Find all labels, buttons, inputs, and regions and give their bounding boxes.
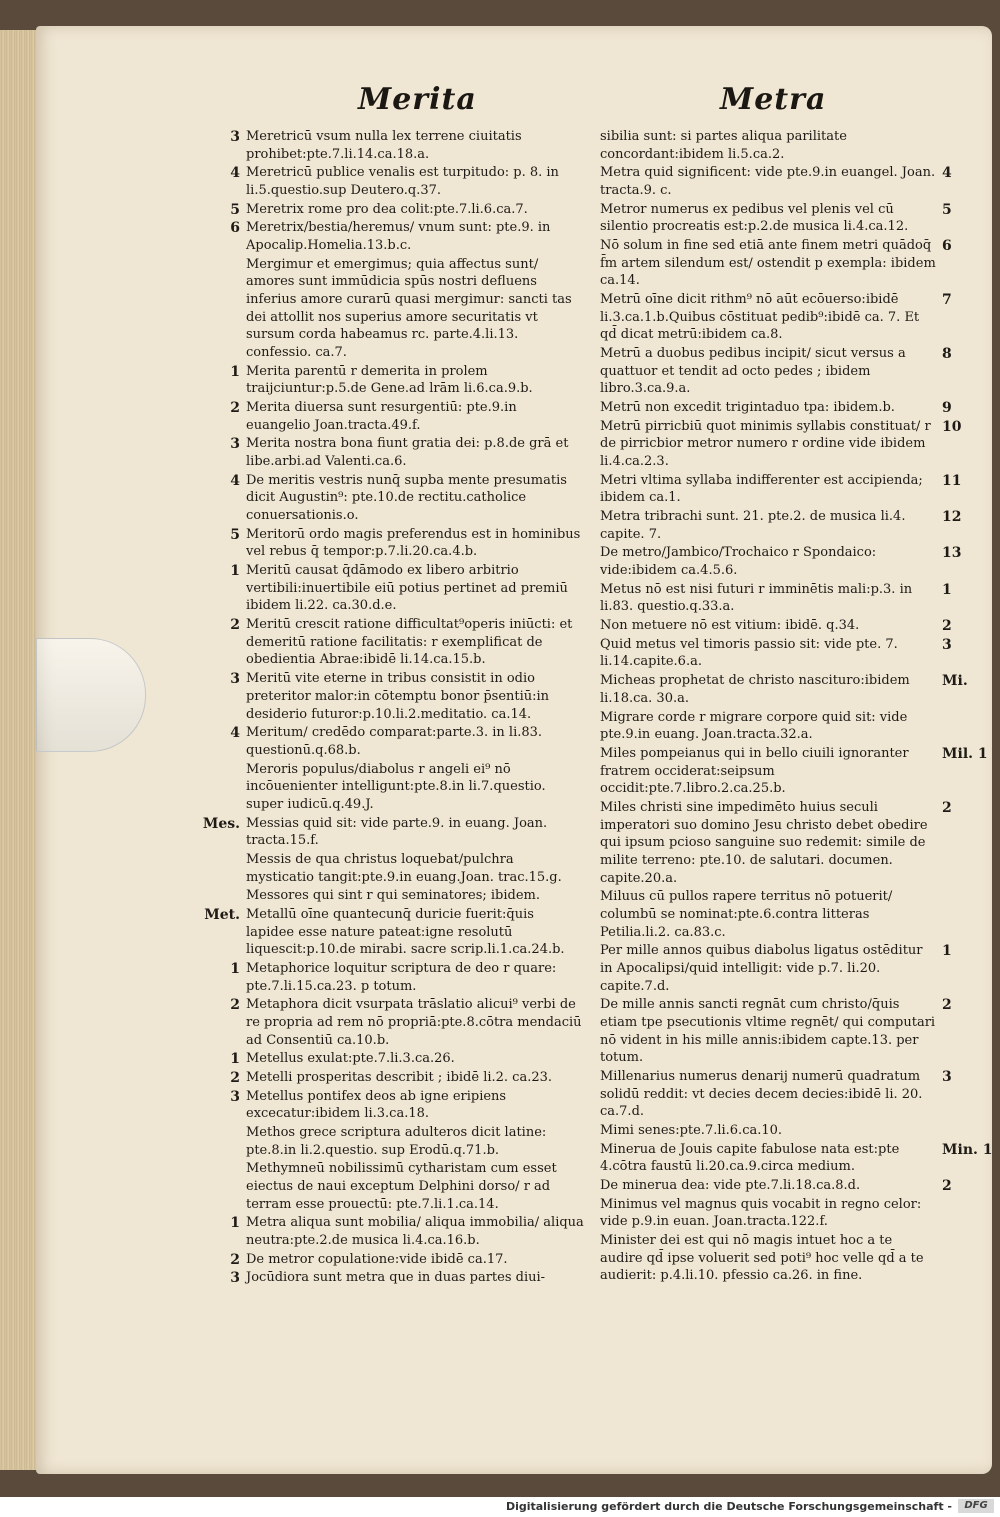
header-left-title: Merita <box>358 82 477 117</box>
index-entry <box>230 1251 584 1269</box>
entry-text: Meritū vite eterne in tribus consistit in odio preteritor malor:in cōtemptu bonor p̄sentiū:in desiderio futuror:p.10.li.2.meditatio. ca.14. <box>246 671 550 722</box>
index-entry <box>230 526 584 561</box>
entry-margin-number: 4 <box>942 165 952 182</box>
index-entry <box>600 799 952 887</box>
entry-margin-number: 1 <box>942 581 952 598</box>
entry-text: Minister dei est qui nō magis intuet hoc a te audire qd̄ ipse voluerit sed poti⁹ hoc velle qd̄ a te audierit: p.4.li.10. pfessio ca.26. in fine. <box>600 1232 924 1284</box>
index-entry <box>230 670 584 723</box>
entry-text: Jocūdiora sunt metra que in duas partes diui- <box>246 1270 546 1286</box>
index-entry <box>230 1214 584 1249</box>
entry-text: Metellus exulat:pte.7.li.3.ca.26. <box>246 1051 455 1067</box>
entry-margin-number: 6 <box>942 238 952 255</box>
entry-text: Quid metus vel timoris passio sit: vide pte. 7. li.14.capite.6.a. <box>600 636 898 670</box>
index-entry <box>600 508 962 543</box>
entry-text: Mimi senes:pte.7.li.6.ca.10. <box>600 1122 783 1138</box>
index-entry <box>600 745 988 798</box>
entry-text: Non metuere nō est vitium: ibidē. q.34. <box>600 618 860 634</box>
index-entry <box>600 1068 952 1121</box>
entry-margin-number: 4 <box>230 472 240 489</box>
index-entry <box>600 291 952 344</box>
index-entry <box>230 363 584 398</box>
entry-margin-number: 5 <box>230 526 240 543</box>
entry-margin-number: 1 <box>230 563 240 580</box>
entry-margin-number: 2 <box>942 997 952 1014</box>
entry-text: Meretricū publice venalis est turpitudo: p. 8. in li.5.questio.sup Deutero.q.37. <box>246 165 559 199</box>
index-entry <box>230 128 584 163</box>
entry-margin-number: Mil. 1 <box>942 745 988 762</box>
index-entry <box>202 815 584 850</box>
entry-margin-number: 12 <box>942 509 962 526</box>
entry-text: De minerua dea: vide pte.7.li.18.ca.8.d. <box>600 1177 861 1193</box>
entry-margin-number: 2 <box>230 1069 240 1086</box>
entry-margin-number: Mes. <box>202 815 240 832</box>
index-entry <box>600 128 936 163</box>
entry-margin-number: 3 <box>230 436 240 453</box>
entry-margin-number: 2 <box>942 618 952 635</box>
entry-text: Metror numerus ex pedibus vel plenis vel cū silentio procreatis est:p.2.de musica li.4.ca.12. <box>600 201 909 235</box>
entry-text: De metro/Jambico/Trochaico r Spondaico: vide:ibidem ca.4.5.6. <box>600 545 877 579</box>
entry-margin-number: 5 <box>230 201 240 218</box>
entry-text: Metellus pontifex deos ab igne eripiens excecatur:ibidem li.3.ca.18. <box>246 1088 507 1122</box>
entry-margin-number: 6 <box>230 220 240 237</box>
entry-text: Metri vltima syllaba indifferenter est accipienda; ibidem ca.1. <box>600 472 923 506</box>
entry-margin-number: 3 <box>230 1270 240 1287</box>
index-entry <box>230 201 584 219</box>
entry-text: Metus nō est nisi futuri r imminētis mali:p.3. in li.83. questio.q.33.a. <box>600 581 913 615</box>
index-entry <box>600 996 952 1067</box>
index-entry <box>600 418 962 471</box>
entry-text: Meretrix rome pro dea colit:pte.7.li.6.ca.7. <box>246 201 528 217</box>
entry-text: Meritū crescit ratione difficultat⁹operis iniūcti: et demeritū ratione facilitatis: r exemplificat de obedientia Abrae:ibidē li.14.ca.15.b. <box>246 617 573 668</box>
index-entry <box>600 888 936 941</box>
entry-text: Meritū causat q̄dāmodo ex libero arbitrio vertibili:inuertibile eiū potius pertinet ad premiū ibidem li.22. ca.30.d.e. <box>246 563 568 614</box>
entry-margin-number: Mi. <box>942 673 968 690</box>
index-entry <box>246 851 584 886</box>
index-entry <box>600 942 952 995</box>
entry-margin-number: 1 <box>942 943 952 960</box>
header-right-title: Metra <box>720 82 827 117</box>
dfg-logo: DFG <box>958 1499 994 1513</box>
entry-margin-number: Met. <box>204 906 240 923</box>
entry-text: Messias quid sit: vide parte.9. in euang. Joan. tracta.15.f. <box>246 815 548 849</box>
index-entry <box>600 1232 936 1285</box>
entry-text: Meritorū ordo magis preferendus est in hominibus vel rebus q̄ tempor:p.7.li.20.ca.4.b. <box>246 526 581 560</box>
book-page-edges <box>0 30 39 1470</box>
entry-text: Meretricū vsum nulla lex terrene ciuitatis prohibet:pte.7.li.14.ca.18.a. <box>246 129 522 162</box>
index-entry <box>600 617 952 635</box>
index-entry <box>246 1124 584 1159</box>
entry-text: Metrū a duobus pedibus incipit/ sicut versus a quattuor et tendit ad octo pedes ; ibidem libro.3.ca.9.a. <box>600 346 906 397</box>
entry-margin-number: 3 <box>942 1068 952 1085</box>
entry-text: Methymneū nobilissimū cytharistam cum esset eiectus de naui exceptum Delphini dorso/ r ad terram esse prouectū: pte.7.li.1.ca.14. <box>246 1161 557 1212</box>
entry-margin-number: 2 <box>942 799 952 816</box>
index-entry <box>230 562 584 615</box>
index-entry <box>230 1269 584 1287</box>
entry-text: Minimus vel magnus quis vocabit in regno celor: vide p.9.in euan. Joan.tracta.122.f. <box>600 1196 922 1230</box>
entry-text: Per mille annos quibus diabolus ligatus ostēditur in Apocalipsi/quid intelligit: vide p.7. li.20. capite.7.d. <box>600 943 923 994</box>
entry-text: Mineruа de Jouis capite fabulose nata est:pte 4.cōtra faustū li.20.ca.9.circa medium. <box>600 1141 900 1175</box>
entry-text: Nō solum in fine sed etiā ante finem metri quādoq̄ f̄m artem silendum est/ ostendit p exempla: ibidem ca.14. <box>600 238 936 289</box>
entry-text: Miluus cū pullos rapere territus nō potuerit/ columbū se nominat:pte.6.contra litteras Petilia.li.2. ca.83.c. <box>600 889 893 940</box>
entry-margin-number: 2 <box>230 997 240 1014</box>
index-entry <box>600 1122 936 1140</box>
entry-margin-number: 8 <box>942 346 952 363</box>
entry-text: Methos grece scriptura adulteros dicit latine: pte.8.in li.2.questio. sup Erodū.q.71.b. <box>246 1124 547 1158</box>
index-entry <box>230 399 584 434</box>
entry-margin-number: 1 <box>230 1051 240 1068</box>
entry-margin-number: 3 <box>230 671 240 688</box>
entry-text: Metallū oīne quantecunq̄ duricie fuerit:q̄uis lapidee esse nature pateat:igne resolutū liquescit:p.10.de mirabi. sacre scrip.li.1.ca.24.b. <box>246 906 565 958</box>
entry-margin-number: 10 <box>942 418 962 435</box>
index-entry <box>600 581 952 616</box>
index-entry <box>246 256 584 362</box>
entry-text: Metra aliqua sunt mobilia/ aliqua immobilia/ aliqua neutra:pte.2.de musica li.4.ca.16.b. <box>246 1215 584 1248</box>
index-entry <box>600 1177 952 1195</box>
index-entry <box>230 616 584 669</box>
entry-margin-number: 1 <box>230 960 240 977</box>
index-entry <box>600 1141 993 1176</box>
entry-margin-number: 11 <box>942 472 962 489</box>
index-entry <box>230 724 584 759</box>
entry-margin-number: 7 <box>942 292 952 309</box>
footer-credit: Digitalisierung gefördert durch die Deutsche Forschungsgemeinschaft - <box>505 1500 952 1513</box>
entry-text: Messores qui sint r qui seminatores; ibidem. <box>246 888 540 904</box>
index-entry <box>600 636 952 671</box>
entry-text: sibilia sunt: si partes aliqua parilitate concordant:ibidem li.5.ca.2. <box>600 129 847 162</box>
entry-margin-number: 3 <box>942 636 952 653</box>
index-entry <box>230 1050 584 1068</box>
entry-margin-number: 2 <box>230 1251 240 1268</box>
entry-text: Micheas prophetat de christo nasciturо:ibidem li.18.ca. 30.a. <box>600 673 910 706</box>
page-clip <box>36 638 146 752</box>
index-entry <box>600 164 952 199</box>
index-entry <box>600 672 968 707</box>
entry-text: Millenarius numerus denarij numerū quadratum solidū reddit: vt decies decem decies:ibidē li. 20. ca.7.d. <box>600 1068 923 1120</box>
index-entry <box>600 709 936 744</box>
entry-text: Miles pompeianus qui in bello ciuili ignoranter fratrem occiderat:seipsum occidit:pte.7.libro.2.ca.25.b. <box>600 745 909 797</box>
entry-text: Migrare corde r migrare corpore quid sit: vide pte.9.in euang. Joan.tracta.32.a. <box>600 709 908 743</box>
index-entry <box>230 1069 584 1087</box>
entry-text: Messis de qua christus loquebat/pulchra mysticatio tangit:pte.9.in euang.Joan. trac.15.g. <box>246 851 562 885</box>
entry-text: Metra tribrachi sunt. 21. pte.2. de musica li.4. capite. 7. <box>600 509 906 542</box>
index-entry <box>600 1196 936 1231</box>
index-entry <box>230 219 584 254</box>
entry-text: Miles christi sine impedimēto huius seculi imperatori suo domino Jesu christo debet obedire qui ipsum pcioso sanguine suo redemit: simile de milite terreno: pte.10. de salutari. documen. capite.20.a. <box>600 799 928 886</box>
index-entry <box>230 435 584 470</box>
entry-text: Mergimur et emergimus; quia affectus sunt/ amores sunt immūdicia spūs nostri defluens inferius amore curarū quasi mergimur: sancti tas dei attollit nos superius amore securitatis vt sursum corda habeamus rc. parte.4.li.13. confessio. ca.7. <box>246 256 572 361</box>
entry-margin-number: Min. 1 <box>942 1141 993 1158</box>
index-entry <box>230 1088 584 1123</box>
entry-margin-number: 4 <box>230 725 240 742</box>
index-entry <box>246 1160 584 1213</box>
entry-text: Metrū pirricbiū quot minimis syllabis constituat/ r de pirricbior metror numero r ordine vide ibidem li.4.ca.2.3. <box>600 418 931 470</box>
entry-text: Metrū oīne dicit rithm⁹ nō aūt ecōuerso:ibidē li.3.ca.1.b.Quibus cōstituat pedib⁹:ibidē ca. 7. Et qd̄ dicat metrū:ibidem ca.8. <box>600 292 920 343</box>
entry-text: Merita nostra bona fiunt gratia dei: p.8.de grā et libe.arbi.ad Valenti.ca.6. <box>246 436 569 470</box>
entry-margin-number: 1 <box>230 1215 240 1232</box>
left-column <box>202 128 584 1288</box>
entry-text: Metaphorice loquitur scriptura de deo r quare: pte.7.li.15.ca.23. p totum. <box>246 960 557 994</box>
entry-margin-number: 3 <box>230 1088 240 1105</box>
entry-margin-number: 4 <box>230 165 240 182</box>
entry-text: Metra quid significent: vide pte.9.in euangel. Joan. tracta.9. c. <box>600 165 936 199</box>
entry-text: Meretrix/bestia/heremus/ vnum sunt: pte.9. in Apocalip.Homelia.13.b.c. <box>246 220 551 254</box>
entry-margin-number: 2 <box>942 1177 952 1194</box>
entry-margin-number: 5 <box>942 201 952 218</box>
right-column <box>600 128 993 1286</box>
index-entry <box>600 237 952 290</box>
index-entry <box>246 887 584 905</box>
entry-margin-number: 1 <box>230 363 240 380</box>
entry-margin-number: 2 <box>230 617 240 634</box>
entry-text: De metror copulatione:vide ibidē ca.17. <box>246 1251 508 1267</box>
entry-text: Meroris populus/diabolus r angeli ei⁹ nō incōuenienter intelligunt:pte.8.in li.7.questio. super iudicū.q.49.J. <box>246 761 546 812</box>
entry-text: Meritum/ credēdo comparat:parte.3. in li.83. questionū.q.68.b. <box>246 725 543 758</box>
entry-text: Merita diuersa sunt resurgentiū: pte.9.in euangelio Joan.tracta.49.f. <box>246 400 517 433</box>
entry-margin-number: 9 <box>942 400 952 417</box>
index-entry <box>600 472 962 507</box>
entry-margin-number: 13 <box>942 545 962 562</box>
index-entry <box>230 996 584 1049</box>
index-entry <box>600 201 952 236</box>
entry-text: Metaphora dicit vsurpata trāslatio alicui⁹ verbi de re propria ad rem nō propriā:pte.8.cōtra mendaciū ad Consentiū ca.10.b. <box>246 997 582 1048</box>
entry-text: Metrū non excedit trigintaduo tpa: ibidem.b. <box>600 400 895 416</box>
index-entry <box>600 345 952 398</box>
entry-margin-number: 3 <box>230 129 240 145</box>
entry-text: De meritis vestris nunq̄ supba mente presumatis dicit Augustin⁹: pte.10.de rectitu.catholice conuersationis.o. <box>246 472 567 524</box>
index-entry <box>600 544 962 579</box>
entry-text: Metelli prosperitas describit ; ibidē li.2. ca.23. <box>246 1069 553 1085</box>
index-entry <box>204 906 584 959</box>
index-entry <box>246 761 584 814</box>
index-entry <box>230 164 584 199</box>
index-entry <box>230 960 584 995</box>
entry-text: De mille annis sancti regnāt cum christo/q̄uis etiam tpe psecutionis vltime regnēt/ qui computari nō vident in his mille annis:ibidem capte.13. per totum. <box>600 997 936 1066</box>
index-entry <box>230 472 584 525</box>
entry-margin-number: 2 <box>230 400 240 417</box>
entry-text: Merita parentū r demerita in prolem traijciuntur:p.5.de Gene.ad lrām li.6.ca.9.b. <box>246 363 533 397</box>
index-entry <box>600 399 952 417</box>
